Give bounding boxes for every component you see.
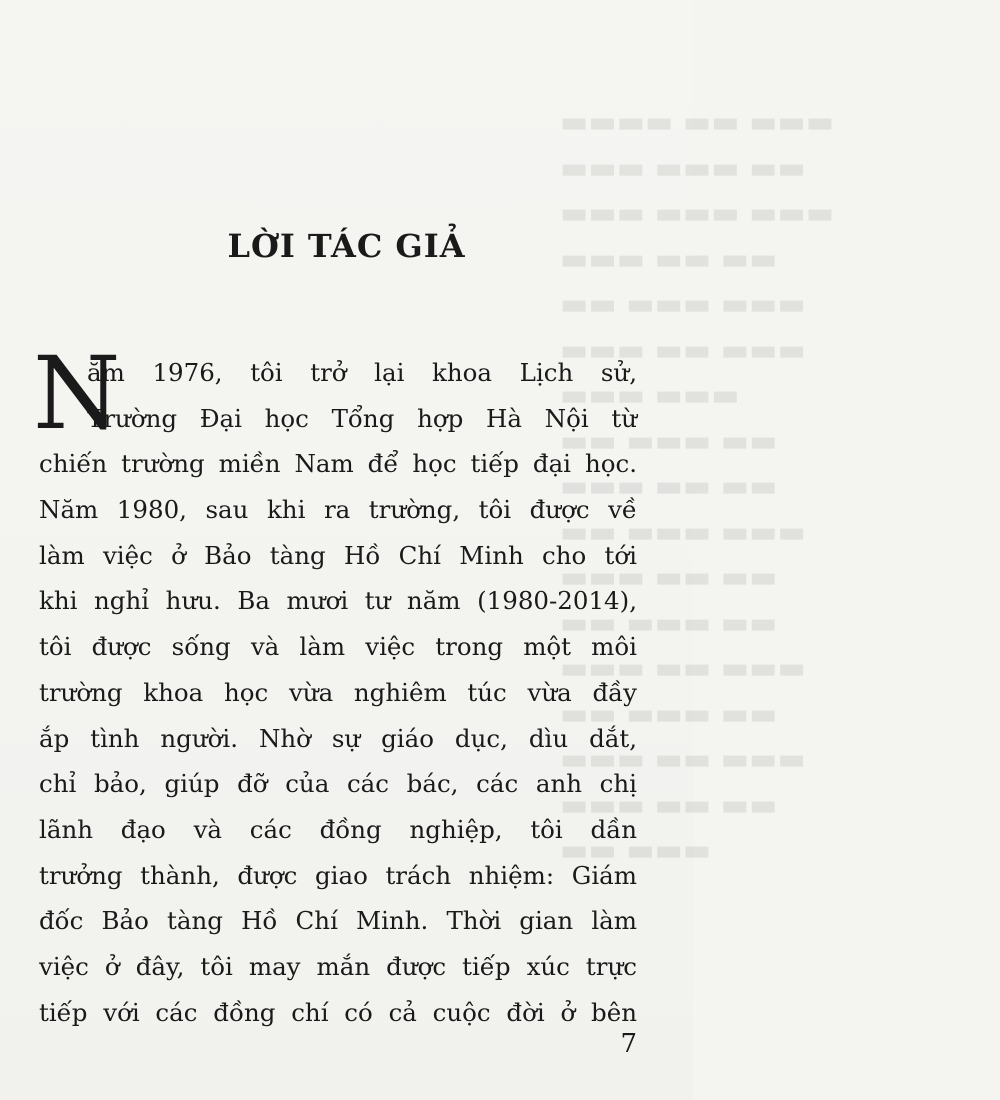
text-line: Trường Đại học Tổng hợp Hà Nội từ: [87, 403, 637, 433]
text-line: lãnh đạo và các đồng nghiệp, tôi dần: [39, 814, 637, 844]
drop-cap: N: [33, 335, 121, 452]
text-line: chiến trường miền Nam để học tiếp đại học.: [39, 449, 637, 479]
text-line: ăm 1976, tôi trở lại khoa Lịch sử,: [87, 358, 637, 387]
text-line: việc ở đây, tôi may mắn được tiếp xúc trực: [39, 951, 637, 981]
text-line: đốc Bảo tàng Hồ Chí Minh. Thời gian làm: [39, 906, 637, 936]
text-line: trường khoa học vừa nghiêm túc vừa đầy: [39, 677, 637, 707]
show-through-texture: ▬▬▬▬ ▬▬ ▬▬▬ ▬▬▬ ▬▬▬ ▬▬ ▬▬▬ ▬▬▬ ▬▬▬ ▬▬▬ ▬▬ ▬▬ ▬▬ ▬▬▬ ▬▬▬ ▬▬▬ ▬▬ ▬▬▬ ▬▬▬ ▬▬▬ ▬▬ ▬▬▬ ▬▬ ▬▬▬ ▬▬ ▬▬ ▬▬ ▬▬▬ ▬▬▬ ▬▬▬ ▬▬ ▬▬ ▬▬ ▬▬▬ ▬▬ ▬▬▬ ▬▬ ▬▬▬ ▬▬ ▬▬▬ ▬▬ ▬▬▬ ▬▬ ▬▬▬ ▬▬▬ ▬▬ ▬▬ ▬▬ ▬▬▬: [560, 105, 835, 868]
text-line: làm việc ở Bảo tàng Hồ Chí Minh cho tới: [39, 540, 637, 570]
text-line: trưởng thành, được giao trách nhiệm: Giám: [39, 860, 637, 890]
text-line: tiếp với các đồng chí có cả cuộc đời ở bên: [39, 997, 637, 1027]
page-title: LỜI TÁC GIẢ: [227, 227, 466, 265]
page-number: 7: [620, 1029, 637, 1059]
text-line: chỉ bảo, giúp đỡ của các bác, các anh chị: [39, 769, 637, 799]
text-line: Năm 1980, sau khi ra trường, tôi được về: [39, 495, 637, 525]
text-line: tôi được sống và làm việc trong một môi: [39, 632, 637, 662]
text-line: ắp tình người. Nhờ sự giáo dục, dìu dắt,: [39, 723, 637, 753]
body-text: [39, 350, 637, 1035]
text-line: khi nghỉ hưu. Ba mươi tư năm (1980-2014),: [39, 586, 637, 616]
